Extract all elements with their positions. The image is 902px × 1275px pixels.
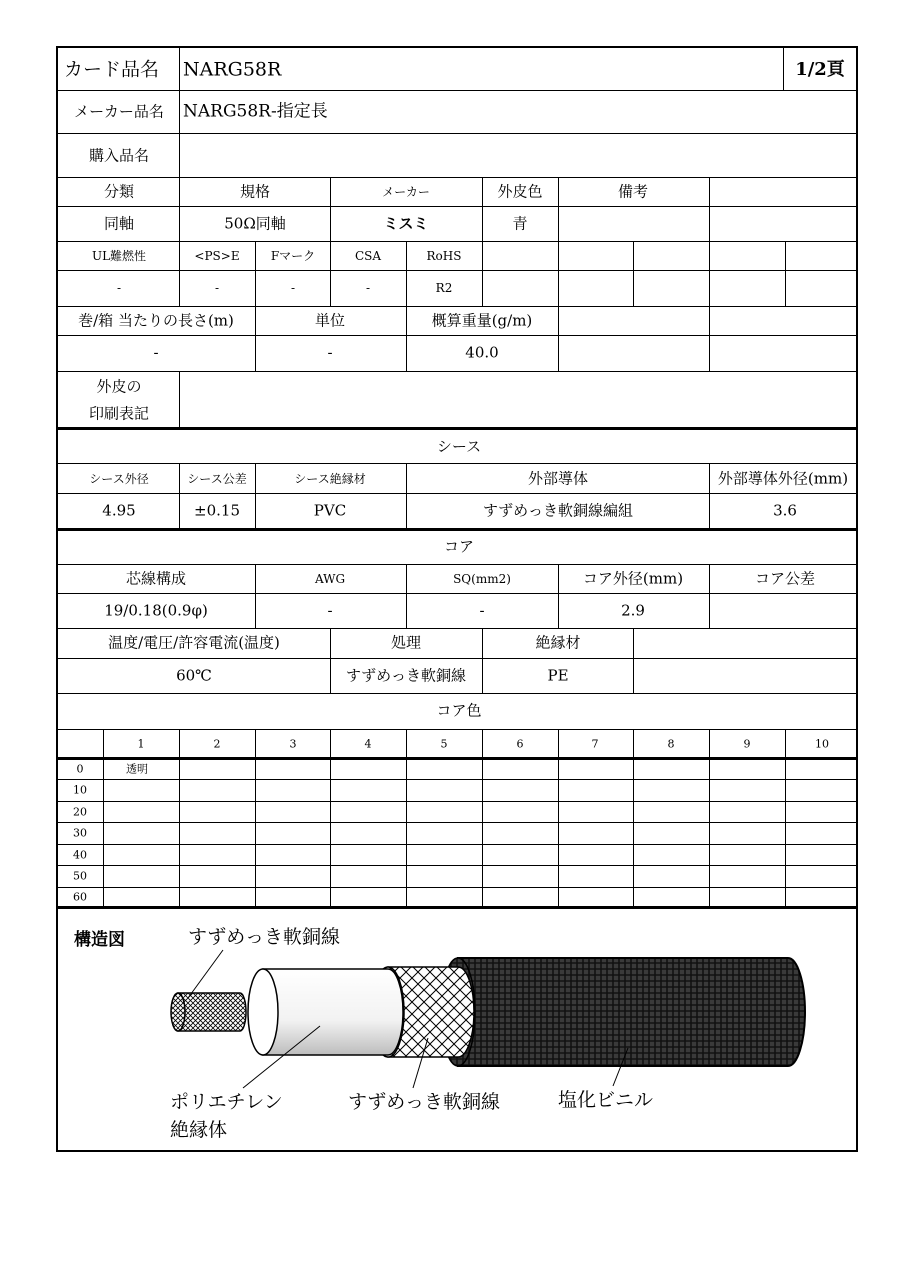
purchase-name-label: 購入品名 [88, 146, 150, 165]
color-row-label: 50 [73, 869, 87, 883]
temp-header: 処理 [390, 633, 422, 652]
sheath-header: 外部導体外径(mm) [717, 469, 849, 488]
spec-value: 50Ω同軸 [224, 214, 286, 233]
temp-value: PE [547, 666, 569, 685]
packaging-value: - [153, 343, 159, 362]
color-col-header: 9 [743, 737, 751, 751]
dielectric-body [263, 969, 403, 1055]
color-row-label: 20 [73, 805, 87, 819]
color-col-header: 4 [364, 737, 372, 751]
label-jacket: 塩化ビニル [558, 1089, 654, 1111]
color-row-label: 0 [76, 762, 84, 776]
core-colors-title: コア色 [436, 701, 482, 720]
temp-value: すずめっき軟銅線 [345, 666, 467, 685]
color-row-label: 10 [73, 783, 87, 797]
cert-header: <PS>E [194, 249, 240, 263]
packaging-header: 単位 [314, 311, 346, 330]
sheath-header: シース絶縁材 [294, 472, 366, 486]
temp-header: 絶縁材 [535, 633, 581, 652]
label-conductor: すずめっき軟銅線 [188, 926, 341, 948]
packaging-value: 40.0 [465, 343, 499, 362]
spec-header: 備考 [617, 182, 649, 201]
card-name-label: カード品名 [64, 58, 160, 81]
sheath-value: PVC [313, 501, 347, 520]
core-header: コア公差 [754, 569, 816, 588]
packaging-header: 概算重量(g/m) [431, 311, 533, 330]
label-insulation-2: 絶縁体 [170, 1119, 228, 1141]
print-label-line2: 印刷表記 [88, 404, 150, 423]
label-insulation-1: ポリエチレン [170, 1091, 283, 1113]
color-row-label: 40 [73, 848, 87, 862]
cert-value: - [214, 281, 220, 295]
conductor-end [171, 993, 185, 1031]
spec-header: 分類 [103, 182, 135, 201]
temp-value: 60℃ [176, 666, 212, 685]
spec-value: 青 [512, 214, 528, 233]
sheath-title: シース [436, 437, 482, 456]
cert-value: - [116, 281, 122, 295]
core-header: 芯線構成 [125, 569, 187, 588]
label-braid: すずめっき軟銅線 [348, 1091, 501, 1113]
cert-header: UL難燃性 [91, 249, 147, 263]
packaging-header: 巻/箱 当たりの長さ(m) [78, 311, 234, 330]
color-col-header: 5 [440, 737, 448, 751]
cert-value: - [290, 281, 296, 295]
sheath-value: すずめっき軟銅線編組 [482, 501, 634, 520]
cable-structure-diagram [58, 48, 856, 1150]
spec-header: 外皮色 [497, 182, 543, 201]
conductor-body [178, 993, 246, 1031]
dielectric-end [248, 969, 278, 1055]
sheath-header: シース公差 [187, 472, 247, 486]
sheath-value: 4.95 [102, 501, 136, 520]
core-value: - [479, 601, 485, 620]
color-col-header: 7 [591, 737, 599, 751]
sheath-value: ±0.15 [194, 501, 240, 520]
maker-name-label: メーカー品名 [74, 102, 164, 121]
core-header: AWG [314, 572, 346, 586]
core-header: コア外径(mm) [582, 569, 684, 588]
cert-header: Fマーク [270, 249, 316, 263]
card-name-value: NARG58R [183, 58, 282, 81]
sheath-header: 外部導体 [527, 469, 589, 488]
color-cell: 透明 [126, 762, 148, 776]
cert-value: - [365, 281, 371, 295]
leader-conductor [188, 950, 223, 998]
jacket-body [458, 958, 805, 1066]
color-col-header: 8 [667, 737, 675, 751]
packaging-value: - [327, 343, 333, 362]
sheath-header: シース外径 [89, 472, 149, 486]
cert-header: RoHS [426, 249, 462, 263]
spec-value: 同軸 [103, 214, 135, 233]
core-header: SQ(mm2) [453, 572, 511, 586]
color-col-header: 1 [137, 737, 145, 751]
spec-header: 規格 [239, 182, 271, 201]
color-col-header: 10 [815, 737, 829, 751]
core-title: コア [443, 537, 475, 556]
sheath-value: 3.6 [773, 501, 797, 520]
cert-header: CSA [354, 249, 382, 263]
spec-value: ミスミ [383, 214, 429, 233]
core-value: 19/0.18(0.9φ) [104, 601, 208, 620]
spec-sheet [56, 46, 858, 1152]
maker-name-value: NARG58R-指定長 [183, 101, 328, 122]
color-col-header: 3 [289, 737, 297, 751]
color-row-label: 60 [73, 890, 87, 904]
temp-header: 温度/電圧/許容電流(温度) [108, 633, 280, 652]
spec-header: メーカー [382, 185, 430, 199]
print-label-line1: 外皮の [96, 377, 142, 396]
color-col-header: 2 [213, 737, 221, 751]
color-row-label: 30 [73, 826, 87, 840]
core-value: - [327, 601, 333, 620]
core-value: 2.9 [621, 601, 645, 620]
diagram-title: 構造図 [74, 930, 125, 950]
page-number: 1/2頁 [795, 59, 845, 80]
color-col-header: 6 [516, 737, 524, 751]
cert-value: R2 [435, 281, 453, 295]
